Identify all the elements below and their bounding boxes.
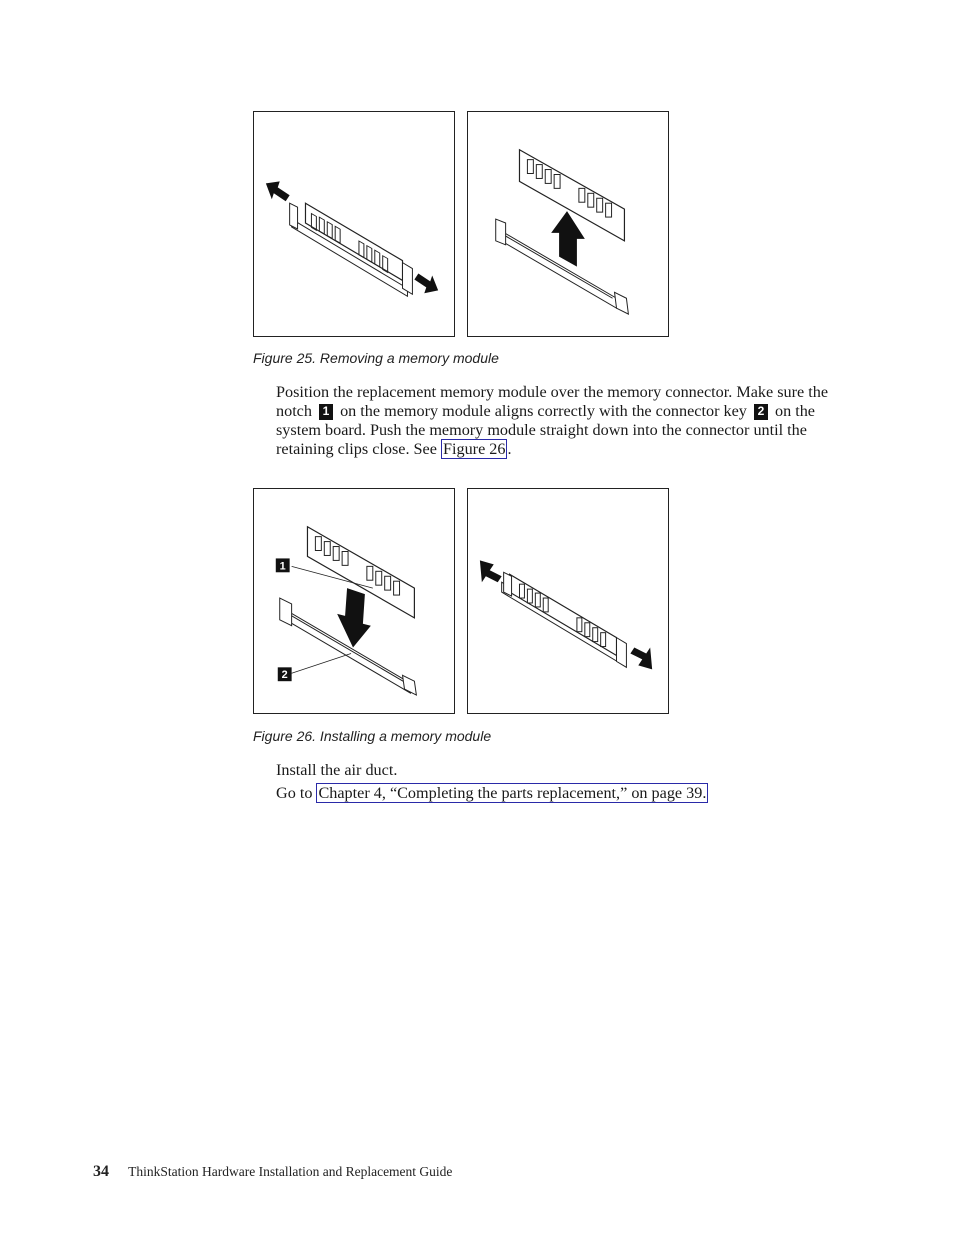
step-position-text-3: on the system board. Push the memory module straight down into the connector until the retaining clips close. See xyxy=(276,402,815,458)
callout-notch-badge: 1 xyxy=(319,404,333,420)
figure26-caption: Figure 26. Installing a memory module xyxy=(253,728,492,744)
page-footer xyxy=(93,1163,452,1181)
page-number: 34 xyxy=(93,1163,109,1180)
memory-install-insert-illustration xyxy=(254,489,454,713)
figure25-panel-lift-module xyxy=(467,111,669,337)
step-goto-paragraph xyxy=(276,784,846,803)
figure26-panel-insert xyxy=(253,488,455,714)
step-position-text-1: Position the replacement memory module over the memory connector. Make sure the notch xyxy=(276,383,829,420)
arrow-down-icon xyxy=(337,588,371,647)
step-position-text-4: . xyxy=(507,440,512,458)
step-air-duct: Install the air duct. xyxy=(276,761,398,779)
step-goto-prefix: Go to xyxy=(276,784,313,802)
figure26-link[interactable]: Figure 26 xyxy=(442,440,506,458)
chapter4-link[interactable]: Chapter 4, “Completing the parts replacement,” on page 39. xyxy=(318,784,707,802)
step-position-text-2: on the memory module aligns correctly with the connector key xyxy=(340,402,747,420)
memory-removal-clips-illustration xyxy=(254,112,454,336)
callout-key-badge: 2 xyxy=(754,404,768,420)
arrow-right-icon xyxy=(414,274,438,294)
figure25-caption: Figure 25. Removing a memory module xyxy=(253,350,499,366)
memory-removal-lift-illustration xyxy=(468,112,668,336)
step-position-paragraph xyxy=(276,383,846,459)
figure26-panel-clips-close xyxy=(467,488,669,714)
book-title: ThinkStation Hardware Installation and Replacement Guide xyxy=(128,1164,453,1179)
arrow-left-icon xyxy=(266,181,290,201)
arrow-left-icon xyxy=(630,648,652,670)
figure26-callout-2: 2 xyxy=(281,669,288,682)
figure26-callout-1: 1 xyxy=(279,560,286,573)
arrow-right-icon xyxy=(480,560,502,582)
arrow-up-icon xyxy=(551,211,585,266)
memory-install-clips-illustration xyxy=(468,489,668,713)
figure25-panel-open-clips xyxy=(253,111,455,337)
